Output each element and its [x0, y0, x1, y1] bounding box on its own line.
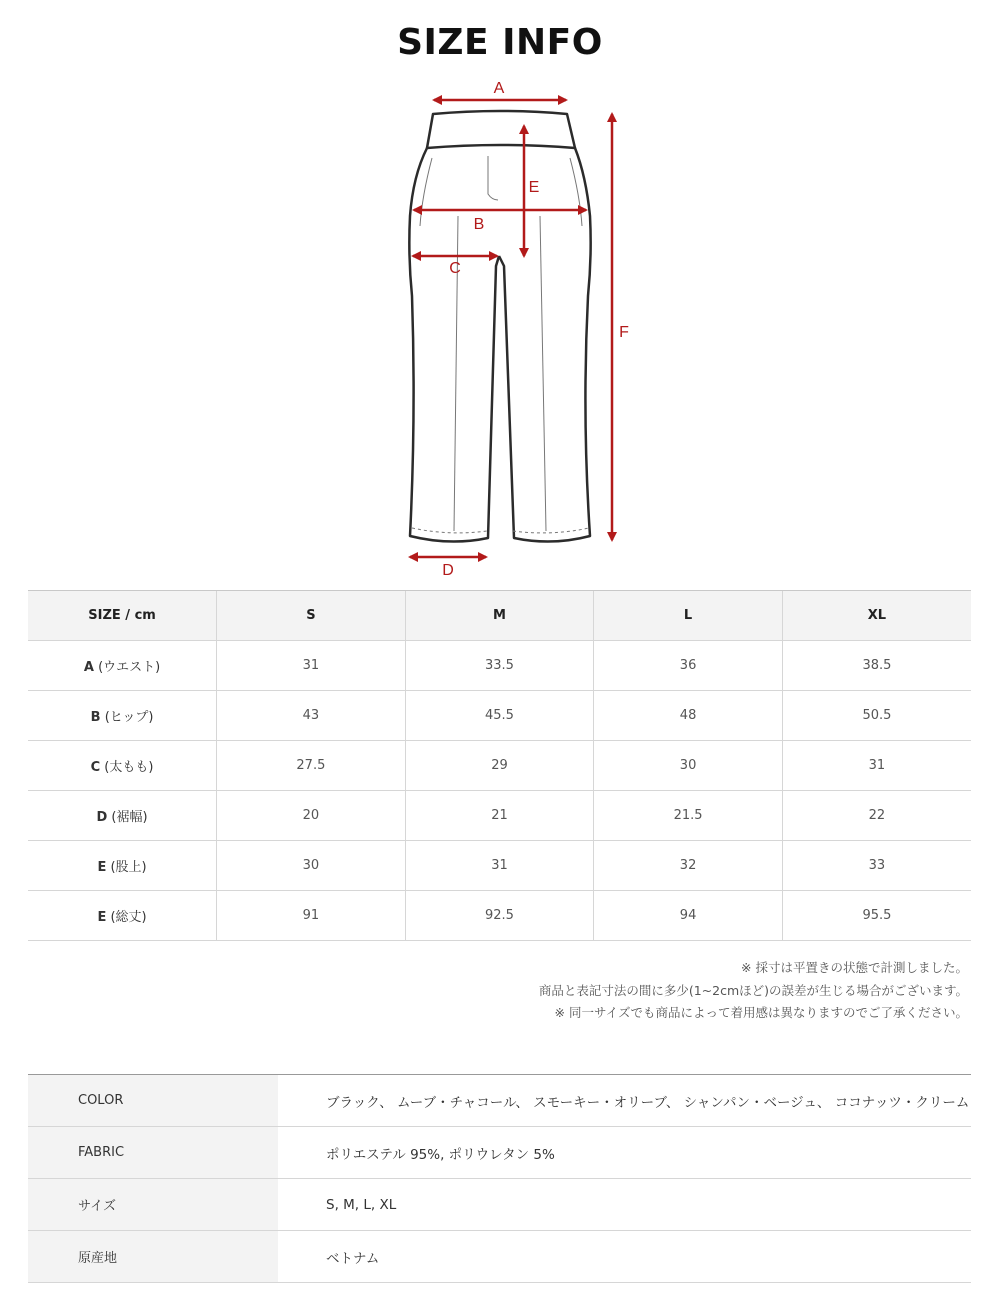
measurement-labels — [442, 80, 629, 579]
cell-l: 48 — [594, 691, 783, 741]
pants-measurement-diagram — [380, 76, 660, 592]
note-line: ※ 同一サイズでも商品によって着用感は異なりますのでご了承ください。 — [554, 1005, 968, 1020]
table-row — [28, 891, 971, 941]
row-desc: (裾幅) — [107, 810, 148, 825]
table-row — [28, 791, 971, 841]
table-row — [28, 641, 971, 691]
header-corner: SIZE / cm — [28, 591, 217, 641]
cell-xl: 33 — [782, 841, 971, 891]
info-label: 原産地 — [28, 1231, 278, 1283]
row-key: D — [96, 810, 108, 825]
cell-xl: 38.5 — [782, 641, 971, 691]
info-value: ブラック、 ムーブ・チャコール、 スモーキー・オリーブ、 シャンパン・ベージュ、 ココナッツ・クリーム — [278, 1075, 971, 1127]
cell-s: 91 — [217, 891, 406, 941]
note-line: ※ 採寸は平置きの状態で計測しました。 — [741, 960, 968, 975]
cell-l: 94 — [594, 891, 783, 941]
row-desc: (股上) — [106, 860, 147, 875]
pants-outline — [409, 111, 590, 542]
label-f: F — [619, 324, 629, 341]
pants-details — [412, 156, 589, 533]
info-label: サイズ — [28, 1179, 278, 1231]
cell-m: 45.5 — [405, 691, 594, 741]
row-key: E — [97, 860, 107, 875]
row-desc: (ウエスト) — [93, 660, 161, 675]
info-row-size — [28, 1179, 971, 1231]
label-e: E — [528, 179, 540, 196]
label-a: A — [493, 80, 505, 97]
row-key: E — [97, 910, 107, 925]
row-label — [28, 791, 217, 841]
cell-l: 21.5 — [594, 791, 783, 841]
cell-m: 29 — [405, 741, 594, 791]
info-value: S, M, L, XL — [278, 1179, 971, 1231]
cell-xl: 50.5 — [782, 691, 971, 741]
cell-l: 36 — [594, 641, 783, 691]
cell-l: 30 — [594, 741, 783, 791]
info-label: FABRIC — [28, 1127, 278, 1179]
info-value: ベトナム — [278, 1231, 971, 1283]
info-row-fabric — [28, 1127, 971, 1179]
row-key: C — [90, 760, 101, 775]
table-row — [28, 841, 971, 891]
row-label — [28, 741, 217, 791]
row-label — [28, 841, 217, 891]
cell-m: 21 — [405, 791, 594, 841]
cell-xl: 95.5 — [782, 891, 971, 941]
cell-m: 33.5 — [405, 641, 594, 691]
cell-s: 43 — [217, 691, 406, 741]
table-row — [28, 741, 971, 791]
left-hem-stitch — [412, 528, 487, 533]
cell-s: 31 — [217, 641, 406, 691]
page-title: SIZE INFO — [397, 22, 603, 63]
info-row-color — [28, 1075, 971, 1127]
row-key: B — [90, 710, 101, 725]
header-size-xl: XL — [782, 591, 971, 641]
cell-m: 31 — [405, 841, 594, 891]
row-label — [28, 641, 217, 691]
size-table — [28, 590, 971, 941]
fly-stitch — [488, 156, 498, 200]
row-desc: (総丈) — [106, 910, 147, 925]
cell-xl: 31 — [782, 741, 971, 791]
waistband — [427, 111, 575, 148]
row-label — [28, 691, 217, 741]
label-b: B — [473, 216, 485, 233]
cell-s: 27.5 — [217, 741, 406, 791]
cell-m: 92.5 — [405, 891, 594, 941]
right-crease — [540, 216, 546, 531]
row-desc: (ヒップ) — [100, 710, 154, 725]
size-table-header — [28, 591, 971, 641]
label-d: D — [442, 562, 454, 579]
measurement-notes — [539, 957, 968, 1025]
row-desc: (太もも) — [100, 760, 154, 775]
cell-s: 30 — [217, 841, 406, 891]
cell-l: 32 — [594, 841, 783, 891]
label-c: C — [449, 260, 461, 277]
row-key: A — [83, 660, 94, 675]
note-line: 商品と表記寸法の間に多少(1~2cmほど)の誤差が生じる場合がございます。 — [538, 982, 968, 998]
info-row-origin — [28, 1231, 971, 1283]
right-hem-stitch — [513, 528, 589, 533]
table-row — [28, 691, 971, 741]
row-label — [28, 891, 217, 941]
header-size-s: S — [217, 591, 406, 641]
left-pocket — [420, 158, 432, 226]
right-pocket — [570, 158, 582, 226]
header-size-l: L — [594, 591, 783, 641]
cell-s: 20 — [217, 791, 406, 841]
info-value: ポリエステル 95%, ポリウレタン 5% — [278, 1127, 971, 1179]
info-label: COLOR — [28, 1075, 278, 1127]
header-size-m: M — [405, 591, 594, 641]
product-info-table — [28, 1074, 971, 1283]
cell-xl: 22 — [782, 791, 971, 841]
